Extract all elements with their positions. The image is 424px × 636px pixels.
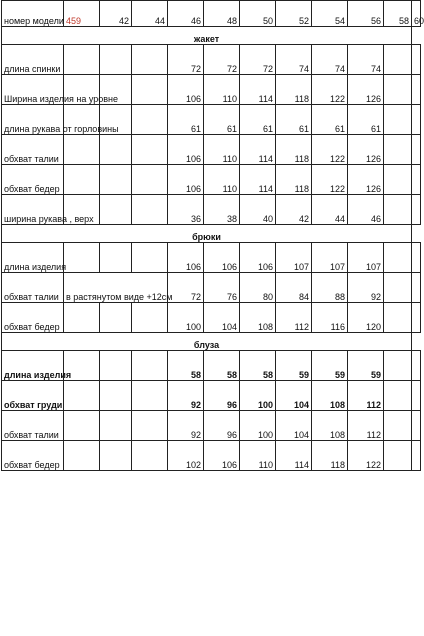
measurement-value: 40 [240,195,276,225]
measurement-value: 36 [168,195,204,225]
empty-cell [100,135,132,165]
empty-cell [132,135,168,165]
measurement-value: 58 [204,351,240,381]
measurement-row [2,243,421,273]
empty-cell [64,441,100,471]
empty-cell [132,441,168,471]
measurement-value: 120 [348,303,384,333]
measurement-value: 108 [312,381,348,411]
empty-cell [64,243,100,273]
measurement-row [2,273,421,303]
measurement-row [2,45,421,75]
measurement-value: 96 [204,381,240,411]
empty-cell [384,273,412,303]
measurement-value: 58 [240,351,276,381]
empty-cell [132,165,168,195]
measurement-value: 106 [204,243,240,273]
measurement-value: 110 [204,75,240,105]
size-header-cell: 58 [384,1,412,27]
measurement-label: длина изделия [2,243,64,273]
measurement-label: обхват талии [2,273,64,303]
measurement-value: 126 [348,75,384,105]
measurement-value: 61 [348,105,384,135]
measurement-value: 72 [204,45,240,75]
measurement-value: 92 [168,381,204,411]
measurement-value: 106 [168,243,204,273]
measurement-value: 59 [276,351,312,381]
measurement-value: 72 [240,45,276,75]
empty-cell [100,381,132,411]
measurement-value: 110 [240,441,276,471]
empty-cell [100,45,132,75]
measurement-value: 118 [312,441,348,471]
section-row [2,27,421,45]
measurement-value: 106 [168,75,204,105]
measurement-value: 74 [348,45,384,75]
empty-cell [64,165,100,195]
empty-cell [100,195,132,225]
measurement-value: 104 [276,411,312,441]
empty-cell [384,195,412,225]
header-row [2,1,421,27]
measurement-value: 107 [348,243,384,273]
measurement-value: 46 [348,195,384,225]
size-header-cell: 52 [276,1,312,27]
measurement-value: 74 [312,45,348,75]
section-title: жакет [2,27,412,45]
measurement-value: 114 [240,135,276,165]
measurement-value: 104 [276,381,312,411]
measurement-value: 126 [348,135,384,165]
empty-cell [412,165,421,195]
measurement-row [2,195,421,225]
measurement-label: ширина рукава , верх [2,195,64,225]
measurement-value: 42 [276,195,312,225]
measurement-value: 100 [168,303,204,333]
empty-cell [132,411,168,441]
empty-cell [64,303,100,333]
measurement-value: 112 [276,303,312,333]
measurement-value: 122 [348,441,384,471]
measurement-row [2,303,421,333]
measurement-value: 38 [204,195,240,225]
empty-cell [384,243,412,273]
empty-cell [412,243,421,273]
section-title: блуза [2,333,412,351]
empty-cell [412,195,421,225]
measurement-value: 106 [168,135,204,165]
measurement-value: 126 [348,165,384,195]
empty-cell [100,303,132,333]
empty-cell [100,243,132,273]
empty-cell [132,243,168,273]
measurement-value: 122 [312,165,348,195]
measurement-value: 44 [312,195,348,225]
measurement-value: 58 [168,351,204,381]
measurement-value: 102 [168,441,204,471]
measurement-label: обхват бедер [2,441,64,471]
measurement-value: 100 [240,411,276,441]
measurement-value: 108 [312,411,348,441]
measurement-value: 107 [312,243,348,273]
measurement-value: 110 [204,165,240,195]
measurement-row [2,165,421,195]
empty-cell [64,411,100,441]
measurement-value: 114 [240,75,276,105]
size-header-cell: 48 [204,1,240,27]
empty-cell [412,381,421,411]
empty-cell [132,105,168,135]
measurement-value: 118 [276,135,312,165]
measurement-value: 61 [168,105,204,135]
measurement-value: 112 [348,381,384,411]
size-chart-table [1,0,424,471]
measurement-value: 84 [276,273,312,303]
measurement-note: в растянутом виде +12см [64,273,168,303]
measurement-value: 108 [240,303,276,333]
empty-cell [384,381,412,411]
section-row [2,333,421,351]
model-number-label: номер модели [2,1,64,27]
size-header-cell: 42 [100,1,132,27]
measurement-row [2,105,421,135]
measurement-value: 106 [204,441,240,471]
size-header-cell: 60 [412,1,421,27]
measurement-value: 112 [348,411,384,441]
empty-cell [384,351,412,381]
measurement-value: 100 [240,381,276,411]
empty-cell [412,411,421,441]
measurement-value: 118 [276,75,312,105]
size-header-cell: 54 [312,1,348,27]
measurement-label: обхват талии [2,411,64,441]
measurement-row [2,441,421,471]
measurement-value: 116 [312,303,348,333]
empty-cell [412,105,421,135]
measurement-value: 59 [348,351,384,381]
measurement-value: 88 [312,273,348,303]
measurement-row [2,135,421,165]
empty-cell [100,441,132,471]
size-header-cell: 44 [132,1,168,27]
measurement-label: длина спинки [2,45,64,75]
measurement-value: 72 [168,45,204,75]
measurement-label: обхват талии [2,135,64,165]
empty-cell [64,381,100,411]
model-number-value: 459 [64,1,100,27]
measurement-label: обхват бедер [2,303,64,333]
measurement-row [2,411,421,441]
measurement-value: 104 [204,303,240,333]
size-header-cell: 56 [348,1,384,27]
measurement-value: 61 [276,105,312,135]
empty-cell [64,45,100,75]
empty-cell [412,75,421,105]
measurement-value: 114 [240,165,276,195]
measurement-value: 92 [348,273,384,303]
size-header-cell: 46 [168,1,204,27]
empty-cell [384,135,412,165]
empty-cell [132,75,168,105]
empty-cell [384,303,412,333]
measurement-label: длина рукава от горловины [2,105,64,135]
measurement-label: Ширина изделия на уровне [2,75,64,105]
measurement-label: обхват груди [2,381,64,411]
empty-cell [412,135,421,165]
empty-cell [132,195,168,225]
measurement-value: 114 [276,441,312,471]
empty-cell [412,303,421,333]
empty-cell [412,45,421,75]
measurement-value: 122 [312,135,348,165]
measurement-label: обхват бедер [2,165,64,195]
empty-cell [384,105,412,135]
size-header-cell: 50 [240,1,276,27]
measurement-value: 118 [276,165,312,195]
empty-cell [132,45,168,75]
measurement-value: 61 [312,105,348,135]
measurement-row [2,351,421,381]
empty-cell [132,351,168,381]
empty-cell [384,75,412,105]
empty-cell [100,165,132,195]
measurement-value: 72 [168,273,204,303]
measurement-value: 92 [168,411,204,441]
empty-cell [132,303,168,333]
empty-cell [384,45,412,75]
measurement-value: 122 [312,75,348,105]
empty-cell [384,165,412,195]
measurement-row [2,381,421,411]
empty-cell [384,441,412,471]
measurement-label: длина изделия [2,351,64,381]
measurement-value: 59 [312,351,348,381]
measurement-value: 80 [240,273,276,303]
section-title: брюки [2,225,412,243]
empty-cell [412,441,421,471]
measurement-value: 61 [204,105,240,135]
measurement-value: 61 [240,105,276,135]
empty-cell [64,135,100,165]
empty-cell [100,411,132,441]
section-row [2,225,421,243]
measurement-value: 106 [168,165,204,195]
measurement-value: 76 [204,273,240,303]
measurement-row [2,75,421,105]
measurement-value: 74 [276,45,312,75]
empty-cell [132,381,168,411]
empty-cell [100,351,132,381]
measurement-value: 110 [204,135,240,165]
measurement-value: 107 [276,243,312,273]
empty-cell [412,273,421,303]
empty-cell [384,411,412,441]
measurement-value: 106 [240,243,276,273]
measurement-value: 96 [204,411,240,441]
empty-cell [412,351,421,381]
